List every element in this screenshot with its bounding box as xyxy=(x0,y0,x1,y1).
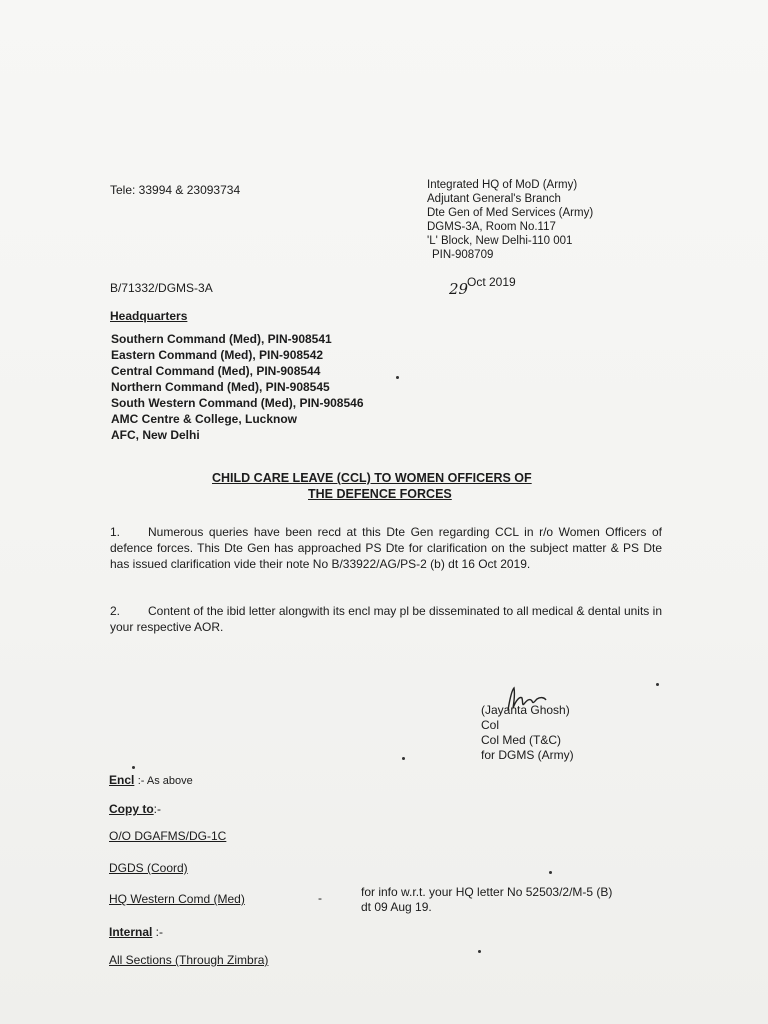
list-item: South Western Command (Med), PIN-908546 xyxy=(111,396,364,410)
signature-block xyxy=(481,703,574,763)
address-line: Dte Gen of Med Services (Army) xyxy=(427,207,594,219)
copy-to-suffix: :- xyxy=(153,802,162,816)
letter-date: Oct 2019 xyxy=(467,275,516,289)
reference-number: B/71332/DGMS-3A xyxy=(110,281,213,295)
internal-heading xyxy=(109,925,163,940)
scan-speck xyxy=(478,950,481,953)
enclosure-line xyxy=(109,773,193,789)
scan-speck xyxy=(549,871,552,874)
internal-label: Internal xyxy=(109,925,153,939)
address-line: Integrated HQ of MoD (Army) xyxy=(427,179,578,191)
copy-to-heading xyxy=(109,802,161,817)
internal-suffix: :- xyxy=(152,925,164,939)
note-line: dt 09 Aug 19. xyxy=(361,900,432,914)
scan-speck xyxy=(402,757,405,760)
scan-speck xyxy=(132,766,135,769)
paragraph-text: Numerous queries have been recd at this Dte Gen regarding CCL in r/o Women Officers of defence forces. This Dte Gen has approached PS Dte for clarification on the subject matter & PS Dte has issued clarification vide their note No B/33922/AG/PS-2 (b) dt 16 Oct 2019. xyxy=(110,525,662,571)
paragraph-text: Content of the ibid letter alongwith its encl may pl be disseminated to all medical & dental units in your respective AOR. xyxy=(110,604,662,634)
subject-line-2: THE DEFENCE FORCES xyxy=(308,487,452,501)
subject-line-1: CHILD CARE LEAVE (CCL) TO WOMEN OFFICERS OF xyxy=(212,471,532,485)
copy-to-label: Copy to xyxy=(109,802,154,816)
letterhead-address xyxy=(427,178,593,262)
encl-text: :- As above xyxy=(137,775,193,787)
address-line: Adjutant General's Branch xyxy=(427,193,561,205)
paragraph-number: 2. xyxy=(110,604,121,618)
note-line: for info w.r.t. your HQ letter No 52503/2/M-5 (B) xyxy=(361,885,613,899)
list-item: AFC, New Delhi xyxy=(111,428,200,442)
scan-speck xyxy=(656,683,659,686)
addressee-list xyxy=(111,331,364,443)
copy-recipient-note xyxy=(361,885,612,915)
list-item: Eastern Command (Med), PIN-908542 xyxy=(111,348,324,362)
encl-label: Encl xyxy=(109,773,135,787)
copy-recipient: DGDS (Coord) xyxy=(109,861,188,875)
copy-recipient: HQ Western Comd (Med) xyxy=(109,892,245,906)
signatory-on-behalf: for DGMS (Army) xyxy=(481,748,574,762)
signatory-designation: Col Med (T&C) xyxy=(481,733,562,747)
tele-number: Tele: 33994 & 23093734 xyxy=(110,183,241,197)
list-item: Central Command (Med), PIN-908544 xyxy=(111,364,321,378)
address-line: 'L' Block, New Delhi-110 001 xyxy=(427,235,573,247)
scan-speck xyxy=(396,376,399,379)
address-line: DGMS-3A, Room No.117 xyxy=(427,221,556,233)
address-line: PIN-908709 xyxy=(432,249,494,261)
signatory-name: (Jayanta Ghosh) xyxy=(481,703,570,717)
paragraph-2 xyxy=(110,603,662,635)
paragraph-number: 1. xyxy=(110,525,121,539)
paragraph-1 xyxy=(110,524,662,572)
copy-dash: - xyxy=(318,891,322,905)
list-item: Southern Command (Med), PIN-908541 xyxy=(111,332,332,346)
internal-recipient: All Sections (Through Zimbra) xyxy=(109,953,269,967)
copy-recipient: O/O DGAFMS/DG-1C xyxy=(109,829,227,843)
handwritten-date-day: 29 xyxy=(449,280,469,298)
addressees-heading: Headquarters xyxy=(110,309,188,323)
list-item: Northern Command (Med), PIN-908545 xyxy=(111,380,330,394)
list-item: AMC Centre & College, Lucknow xyxy=(111,412,298,426)
signatory-rank: Col xyxy=(481,718,500,732)
